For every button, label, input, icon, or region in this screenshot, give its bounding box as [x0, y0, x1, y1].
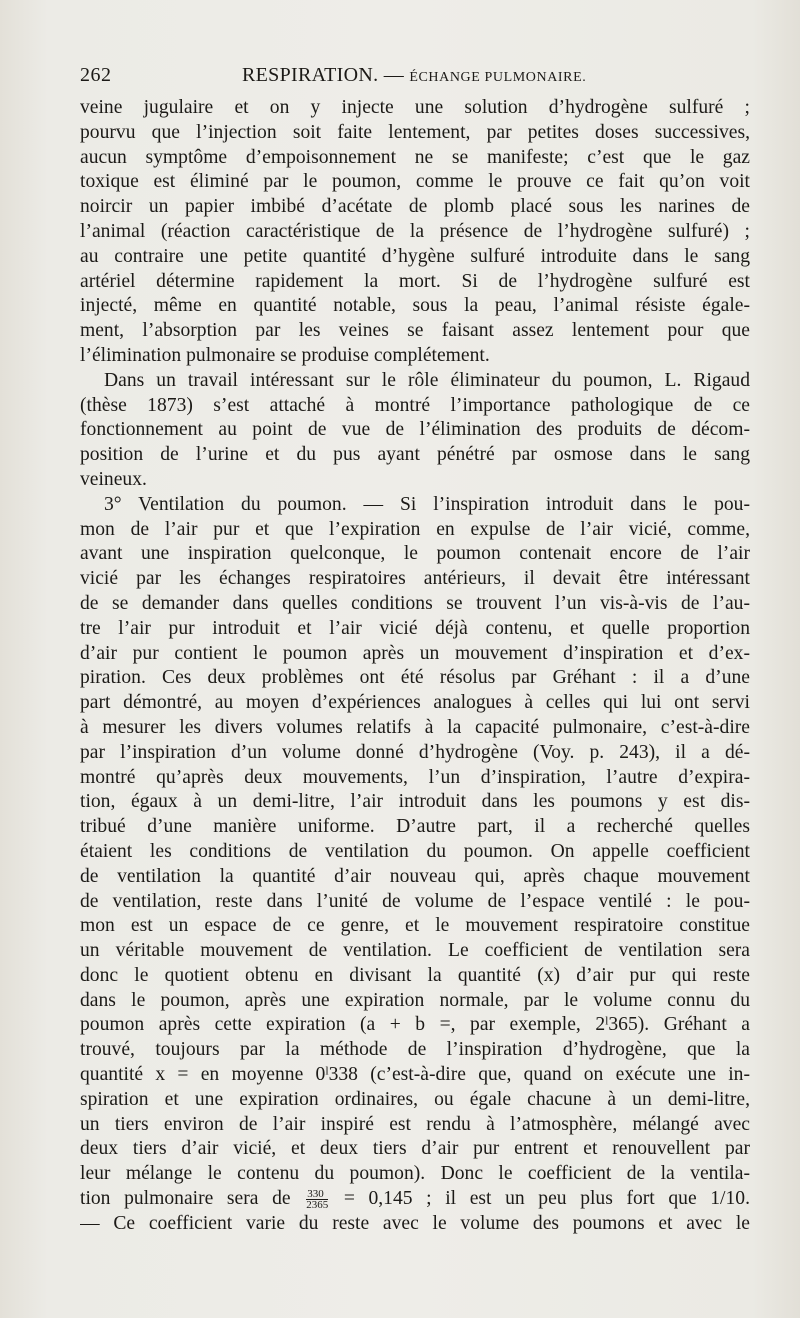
text-line: veine jugulaire et on y injecte une solution d’hydrogène sulfuré ;	[80, 97, 750, 118]
text-line: spiration et une expiration ordinaires, ou égale chacune à un demi-litre,	[80, 1088, 750, 1110]
page-header	[80, 60, 750, 90]
text-line: deux tiers d’air vicié, et deux tiers d’air pur entrent et renouvellent par	[80, 1138, 750, 1160]
text-line: leur mélange le contenu du poumon). Donc le coefficient de la ventila-	[80, 1163, 750, 1185]
text-line: toxique est éliminé par le poumon, comme le prouve ce fait qu’on voit	[80, 171, 750, 193]
section-heading-line: 3° Ventilation du poumon. — Si l’inspiration introduit dans le pou-	[104, 493, 750, 515]
text-line: donc le quotient obtenu en divisant la quantité (x) d’air pur qui reste	[80, 964, 750, 986]
text-line: montré qu’après deux mouvements, l’un d’inspiration, l’autre d’expira-	[80, 766, 750, 788]
text-line: de se demander dans quelles conditions se trouvent l’un vis-à-vis de l’au-	[80, 592, 750, 614]
text-line: (thèse 1873) s’est attaché à montré l’importance pathologique de ce	[80, 394, 750, 416]
running-title	[242, 60, 586, 93]
text-line: par l’inspiration d’un volume donné d’hydrogène (Voy. p. 243), il a dé-	[80, 741, 750, 763]
text-line: artériel détermine rapidement la mort. Si de l’hydrogène sulfuré est	[80, 270, 750, 292]
text-line: pourvu que l’injection soit faite lentement, par petites doses successives,	[80, 121, 750, 143]
text-line: l’animal (réaction caractéristique de la présence de l’hydrogène sulfuré) ;	[80, 220, 750, 242]
text-line: de ventilation la quantité d’air nouveau qui, après chaque mouvement	[80, 865, 750, 887]
text-line: au contraire une petite quantité d’hygène sulfuré introduite dans le sang	[80, 245, 750, 267]
text-line: mon de l’air pur et que l’expiration en expulse de l’air vicié, comme,	[80, 518, 750, 540]
formula-lead: tion pulmonaire sera de	[80, 1188, 291, 1210]
text-line: d’air pur contient le poumon après un mouvement d’inspiration et d’ex-	[80, 642, 750, 664]
ventilation-fraction	[306, 1189, 328, 1210]
text-line: tre l’air pur introduit et l’air vicié déjà contenu, et quelle proportion	[80, 617, 750, 639]
text-line: part démontré, au moyen d’expériences analogues à celles qui lui ont servi	[80, 692, 750, 714]
text-line: aucun symptôme d’empoisonnement ne se manifeste; c’est que le gaz	[80, 146, 750, 168]
text-line: Dans un travail intéressant sur le rôle éliminateur du poumon, L. Rigaud	[104, 369, 750, 391]
running-title-main: RESPIRATION. —	[242, 64, 404, 86]
text-line: tribué d’une manière uniforme. D’autre part, il a recherché quelles	[80, 816, 750, 838]
text-line: à mesurer les divers volumes relatifs à la capacité pulmonaire, c’est-à-dire	[80, 716, 750, 738]
text-line: un tiers environ de l’air inspiré est rendu à l’atmosphère, mélangé avec	[80, 1113, 750, 1135]
text-line: piration. Ces deux problèmes ont été résolus par Gréhant : il a d’une	[80, 667, 750, 689]
page-body	[80, 96, 750, 1237]
text-line: position de l’urine et du pus ayant pénétré par osmose dans le sang	[80, 444, 750, 466]
text-line: injecté, même en quantité notable, sous la peau, l’animal résiste égale-	[80, 295, 750, 317]
text-line: tion, égaux à un demi-litre, l’air introduit dans les poumons y est dis-	[80, 791, 750, 813]
running-title-sub: ÉCHANGE PULMONAIRE.	[409, 70, 587, 85]
text-line: avant une inspiration quelconque, le poumon contenait encore de l’air	[80, 543, 750, 565]
text-line: veineux.	[80, 468, 147, 490]
text-line: quantité x = en moyenne 0ˡ338 (c’est-à-dire que, quand on exécute une in-	[80, 1064, 750, 1086]
text-line: étaient les conditions de ventilation du poumon. On appelle coefficient	[80, 840, 750, 862]
text-line: dans le poumon, après une expiration normale, par le volume connu du	[80, 989, 750, 1011]
text-line: noircir un papier imbibé d’acétate de plomb placé sous les narines de	[80, 196, 750, 218]
fraction-numerator: 330	[306, 1189, 328, 1200]
text-line: poumon après cette expiration (a + b =, par exemple, 2ˡ365). Gréhant a	[80, 1014, 750, 1036]
text-line: vicié par les échanges respiratoires antérieurs, il devait être intéressant	[80, 568, 750, 590]
fraction-denominator: 2365	[306, 1199, 329, 1212]
formula-result: = 0,145 ; il est un peu plus fort que 1/10.	[343, 1188, 750, 1210]
formula-line	[80, 1187, 750, 1212]
page-number: 262	[80, 64, 112, 86]
text-line: ment, l’absorption par les veines se faisant assez lentement pour que	[80, 320, 750, 342]
text-line: l’élimination pulmonaire se produise complétement.	[80, 344, 490, 366]
text-line: mon est un espace de ce genre, et le mouvement respiratoire constitue	[80, 915, 750, 937]
text-line: fonctionnement au point de vue de l’élimination des produits de décom-	[80, 419, 750, 441]
text-line: de ventilation, reste dans l’unité de volume de l’espace ventilé : le pou-	[80, 890, 750, 912]
text-line: trouvé, toujours par la méthode de l’inspiration d’hydrogène, que la	[80, 1039, 750, 1061]
text-line: un véritable mouvement de ventilation. Le coefficient de ventilation sera	[80, 940, 750, 962]
text-line: — Ce coefficient varie du reste avec le volume des poumons et avec le	[80, 1212, 750, 1234]
